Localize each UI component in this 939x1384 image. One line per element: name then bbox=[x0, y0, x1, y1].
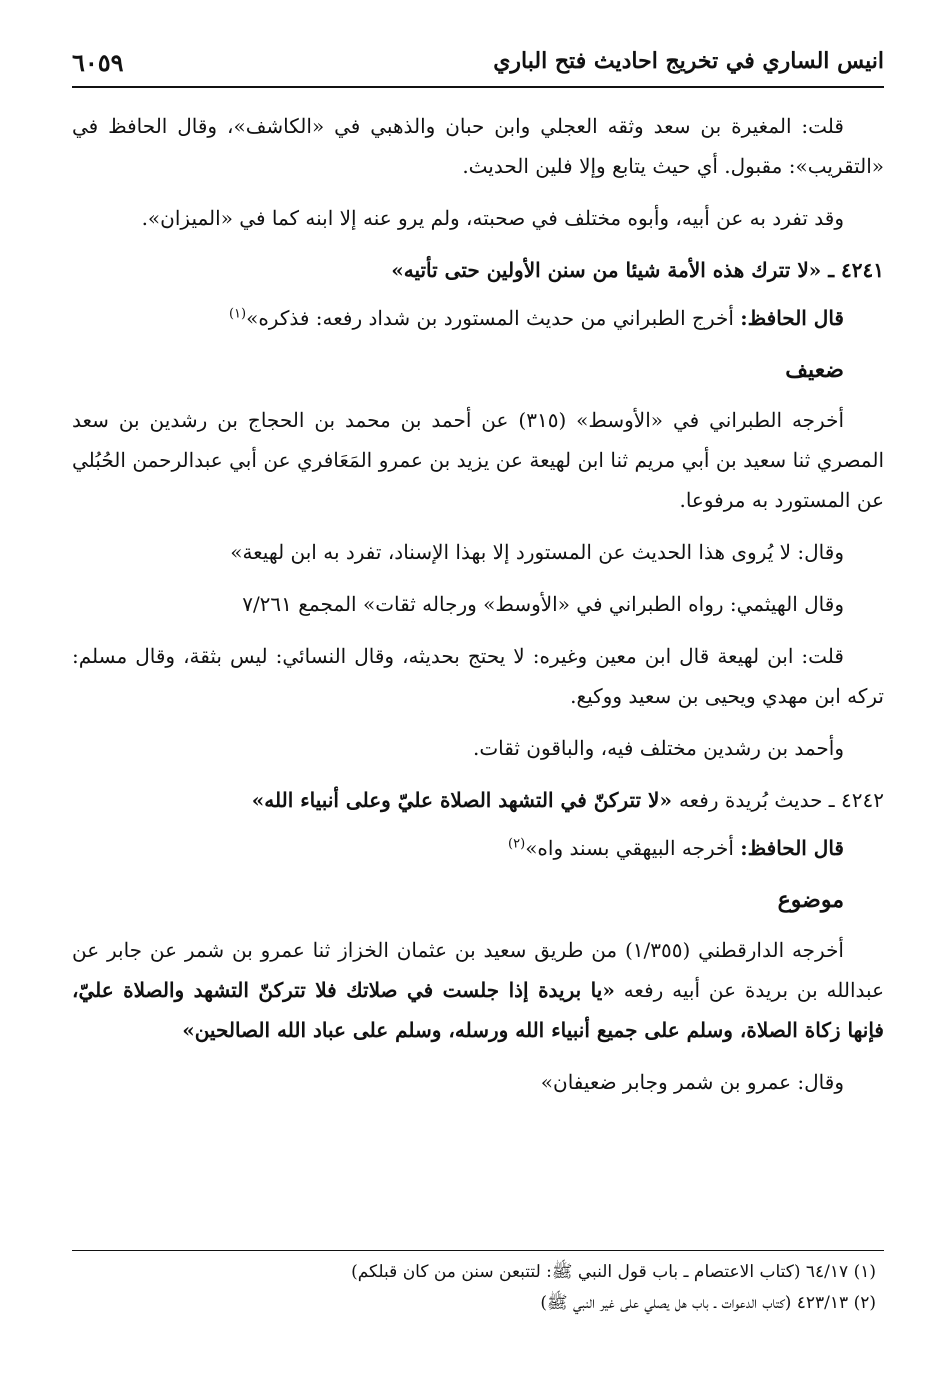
grading-verdict: موضوع bbox=[777, 887, 844, 913]
footnote-ref: ٤٢٣/١٣ bbox=[796, 1293, 849, 1313]
hafiz-label: قال الحافظ: bbox=[740, 836, 844, 860]
footnote-number: (١) bbox=[853, 1262, 876, 1282]
hafiz-quote bbox=[72, 828, 884, 868]
footnote-marker: (١) bbox=[228, 306, 247, 322]
hafiz-label: قال الحافظ: bbox=[740, 306, 844, 330]
footnote-ref: ٦٤/١٧ bbox=[805, 1262, 849, 1282]
footnotes bbox=[72, 1250, 884, 1319]
footnote-marker: (٢) bbox=[508, 836, 526, 852]
paragraph: وقال الهيثمي: رواه الطبراني في «الأوسط» ورجاله ثقات» المجمع ٧/٢٦١ bbox=[242, 592, 844, 616]
hafiz-text: أخرجه البيهقي بسند واه» bbox=[525, 836, 734, 860]
hadith-heading-4241: ٤٢٤١ ـ «لا تترك هذه الأمة شيئا من سنن الأولين حتى تأتيه» bbox=[391, 258, 884, 282]
footnote-text: (كتاب الدعوات ـ باب هل يصلي على غير النبي ﷺ) bbox=[540, 1293, 792, 1313]
paragraph: قلت: ابن لهيعة قال ابن معين وغيره: لا يحتج بحديثه، وقال النسائي: ليس بثقة، وقال مسلم: تركه ابن مهدي ويحيى بن سعيد ووكيع. bbox=[72, 644, 884, 708]
page-number: ٦٠٥٩ bbox=[72, 48, 124, 77]
page-header bbox=[72, 44, 884, 88]
page-body bbox=[72, 106, 884, 1114]
paragraph: وأحمد بن رشدين مختلف فيه، والباقون ثقات. bbox=[472, 736, 844, 760]
paragraph: وقد تفرد به عن أبيه، وأبوه مختلف في صحبته، ولم يرو عنه إلا ابنه كما في «الميزان». bbox=[141, 206, 844, 230]
footnote bbox=[72, 1257, 884, 1288]
grading-verdict: ضعيف bbox=[785, 357, 844, 383]
running-title: انيس الساري في تخريج احاديث فتح الباري bbox=[493, 48, 884, 74]
heading-text: «لا تتركنّ في التشهد الصلاة عليّ وعلى أنبياء الله» bbox=[251, 788, 672, 812]
paragraph-text: أخرجه الدارقطني (١/٣٥٥) من طريق سعيد بن عثمان الخزاز ثنا عمرو بن شمر عن جابر عن عبدالله بن بريدة عن أبيه رفعه bbox=[72, 938, 885, 1002]
hafiz-quote bbox=[72, 298, 884, 338]
paragraph: أخرجه الطبراني في «الأوسط» (٣١٥) عن أحمد بن محمد بن الحجاج بن رشدين بن سعد المصري ثنا سعيد بن أبي مريم ثنا ابن لهيعة عن يزيد بن عمرو المَعَافري عن أبي عبدالرحمن الحُبُلي عن المستورد به مرفوعا. bbox=[72, 408, 884, 512]
paragraph bbox=[72, 930, 884, 1050]
footnote bbox=[72, 1288, 884, 1319]
paragraph: قلت: المغيرة بن سعد وثقه العجلي وابن حبان والذهبي في «الكاشف»، وقال الحافظ في «التقريب»: مقبول. أي حيث يتابع وإلا فلين الحديث. bbox=[72, 114, 884, 178]
hadith-text: «يا بريدة إذا جلست في صلاتك فلا تتركنّ التشهد والصلاة عليّ، فإنها زكاة الصلاة، وسلم على جميع أنبياء الله ورسله، وسلم على عباد الله الصالحين» bbox=[72, 978, 884, 1042]
heading-prefix: ٤٢٤٢ ـ حديث بُريدة رفعه bbox=[678, 788, 884, 812]
paragraph: وقال: عمرو بن شمر وجابر ضعيفان» bbox=[540, 1070, 844, 1094]
hafiz-text: أخرج الطبراني من حديث المستورد بن شداد رفعه: فذكره» bbox=[246, 306, 734, 330]
footnote-number: (٢) bbox=[853, 1293, 876, 1313]
footnote-text: (كتاب الاعتصام ـ باب قول النبي ﷺ: لتتبعن سنن من كان قبلكم) bbox=[351, 1262, 801, 1282]
hadith-heading-4242 bbox=[72, 780, 884, 820]
paragraph: وقال: لا يُروى هذا الحديث عن المستورد إلا بهذا الإسناد، تفرد به ابن لهيعة» bbox=[230, 540, 844, 564]
